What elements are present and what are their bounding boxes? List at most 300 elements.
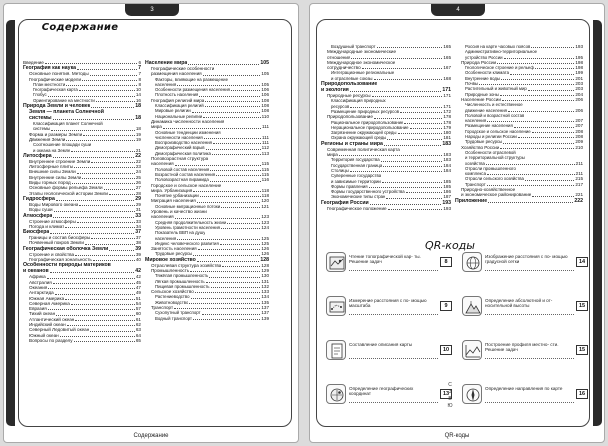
toc-dot-leader [525, 180, 574, 181]
toc-dot-leader [532, 132, 575, 133]
toc-dot-leader [209, 277, 260, 278]
toc-dot-leader [216, 175, 261, 176]
toc-dot-leader [213, 143, 261, 144]
toc-page-number: 134 [261, 294, 269, 300]
toc-entry-title: Половозрастная структура [151, 156, 209, 162]
toc-page-number: 29 [135, 195, 141, 202]
coordinates-icon [326, 384, 346, 404]
toc-page-number: 204 [575, 91, 583, 97]
toc-page-number: 125 [261, 240, 269, 246]
toc-entry-title: Суверенные государства [331, 173, 382, 179]
toc-dot-leader [370, 204, 442, 205]
toc-entry-title: Антарктида [29, 290, 54, 296]
toc-entry-title: ресурсов [331, 103, 350, 109]
toc-page-number: 120 [261, 198, 269, 204]
toc-page-number: 54 [135, 300, 141, 306]
toc-dot-leader [53, 217, 134, 218]
toc-page-number: 210 [575, 144, 583, 150]
toc-page-number: 7 [138, 65, 141, 72]
toc-entry-title: хозяйства [465, 160, 485, 166]
toc-entry-title: Территория государства [331, 157, 380, 163]
qr-dot-leader [485, 314, 574, 315]
toc-dot-leader [382, 182, 443, 183]
toc-entry-title: Движения Земли [29, 136, 66, 142]
toc-page-number: 18 [135, 115, 141, 122]
toc-entry-title: Экономические типы стран [331, 194, 386, 200]
toc-entry-title: Хозяйство России [461, 144, 500, 150]
toc-entry-title: Атмосфера [23, 212, 53, 219]
toc-entry-title: Индийский океан [29, 321, 66, 327]
toc-entry-title: Классификация религий [155, 103, 204, 109]
qr-item[interactable] [462, 296, 590, 318]
toc-entry-title: Воды Мирового океана [29, 201, 79, 207]
toc-entry-title: Границы и состав биосферы [29, 235, 91, 241]
toc-page-number: 165 [443, 54, 451, 60]
toc-page-number: 26 [135, 180, 141, 186]
toc-entry-title: Погода и климат [29, 223, 65, 229]
qr-item[interactable] [326, 252, 454, 274]
toc-page-number: 172 [443, 108, 451, 114]
right-page [309, 3, 605, 443]
toc-entry-title: Основные миграционные потоки [155, 203, 221, 209]
toc-page-number: 18 [135, 126, 141, 132]
toc-entry-title: Глобус [33, 92, 47, 98]
toc-entry-title: Внутреннее строение Земли [29, 158, 91, 164]
toc-entry-title: Сухопутный транспорт [155, 310, 201, 316]
toc-entry-title: Основные формы рельефа Земли [29, 185, 103, 191]
toc-entry-title: Географические модели [29, 76, 82, 82]
toc-entry-title: отношения [327, 54, 351, 60]
toc-page-number: 137 [261, 310, 269, 316]
toc-dot-leader [203, 117, 260, 118]
toc-entry-title: Введение [23, 60, 44, 65]
qr-item[interactable] [326, 296, 454, 318]
toc-entry-title: Почвенный покров Земли [29, 240, 84, 246]
toc-dot-leader [231, 90, 260, 91]
toc-page-number: 183 [443, 157, 451, 163]
toc-page-number: 171 [443, 93, 451, 99]
toc-dot-leader [487, 121, 574, 122]
toc-dot-leader [535, 68, 574, 69]
toc-entry-title: Численность и естественное [465, 102, 523, 108]
toc-entry-title: Земля — планета Солнечной [29, 109, 104, 116]
toc-entry-title: Показатель ВВП на душу [155, 230, 206, 236]
toc-entry-title: Особенности отраслевой [465, 149, 516, 155]
qr-item-label: Определение географических координат [349, 386, 414, 397]
toc-page-number: 208 [575, 128, 583, 134]
toc-entry-title: Животноводство [155, 299, 189, 305]
toc-entry-title: Половозрастная пирамида [155, 177, 209, 183]
toc-entry-title: Международное экономическое [327, 59, 396, 65]
toc-dot-leader [227, 223, 260, 224]
qr-item[interactable] [462, 252, 590, 274]
toc-entry-title: Регионы и страны мира [321, 140, 383, 147]
qr-dot-leader [485, 402, 574, 403]
toc-entry-title: Динамика численности населения [151, 118, 225, 124]
toc-entry-title: Строение атмосферы [29, 218, 76, 224]
toc-dot-leader [77, 173, 135, 174]
toc-entry-title: Тихий океан [29, 311, 56, 317]
toc-entry-title: Географическая карта [33, 87, 78, 93]
toc-dot-leader [381, 161, 443, 162]
profile-chart-icon [462, 340, 482, 360]
toc-dot-leader [374, 118, 442, 119]
toc-dot-leader [96, 101, 135, 102]
toc-entry-title: Евразия [29, 306, 47, 312]
toc-entry-title: Ориентирование на местности [33, 97, 95, 103]
toc-dot-leader [398, 133, 443, 134]
toc-entry-title: Виды горных пород [29, 180, 71, 186]
toc-entry-title: Воспроизводство населения [155, 140, 213, 146]
toc-entry-title: Этапы геологической истории Земли [29, 190, 108, 196]
toc-entry-title: Пищевая промышленность [155, 283, 210, 289]
toc-entry-title: Атлантический океан [29, 316, 75, 322]
toc-page-number: 199 [575, 70, 583, 76]
contents-title: Содержание [41, 22, 119, 33]
toc-page-number: 65 [135, 337, 141, 343]
toc-entry-title: Административно-территориальное [465, 49, 538, 55]
toc-dot-leader [77, 222, 135, 223]
toc-dot-leader [79, 205, 134, 206]
toc-page-number: 211 [575, 171, 583, 177]
toc-page-number: 178 [443, 119, 451, 125]
toc-dot-leader [82, 178, 134, 179]
compass-letter: Ю [447, 403, 453, 409]
toc-page-number: 135 [261, 299, 269, 305]
toc-dot-leader [85, 244, 135, 245]
toc-page-number: 211 [575, 160, 583, 166]
right-side-bar [593, 20, 602, 426]
toc-entry-title: Особенности климата [465, 70, 509, 76]
toc-page-number: 187 [443, 194, 451, 200]
toc-page-number: 131 [261, 278, 269, 284]
toc-page-number: 123 [261, 219, 269, 225]
toc-dot-leader [486, 164, 575, 165]
qr-item[interactable] [326, 384, 454, 406]
toc-page-number: 64 [135, 332, 141, 338]
toc-page-number: 38 [135, 240, 141, 246]
toc-dot-leader [74, 167, 135, 168]
toc-dot-leader [50, 233, 134, 234]
toc-dot-leader [51, 130, 135, 131]
toc-entry-title: Промышленность [151, 267, 190, 273]
toc-entry-title: Особенности природы материков [23, 262, 111, 269]
toc-entry-title: Транспорт [465, 181, 486, 187]
qr-compass-letters [446, 382, 454, 410]
toc-dot-leader [192, 112, 261, 113]
toc-dot-leader [362, 68, 443, 69]
toc-entry-title: Географическая оболочка Земли [23, 245, 109, 252]
toc-dot-leader [221, 207, 260, 208]
qr-item[interactable] [326, 340, 454, 362]
toc-entry-title: Почвы [465, 81, 478, 87]
toc-entry-title: Международные экономические [327, 49, 397, 55]
toc-dot-leader [65, 299, 135, 300]
toc-entry-title: Занятость населения [151, 246, 197, 252]
toc-dot-leader [93, 260, 135, 261]
toc-dot-leader [56, 315, 135, 316]
toc-page-number: 208 [575, 134, 583, 140]
toc-entry-title: и отраслевые союзы [331, 75, 373, 81]
toc-dot-leader [54, 211, 135, 212]
toc-dot-leader [72, 183, 135, 184]
toc-dot-leader [350, 171, 443, 172]
toc-page-number: 178 [443, 114, 451, 120]
qr-page-number: 8 [440, 257, 452, 267]
globe-grid-icon [462, 252, 482, 272]
toc-dot-leader [197, 202, 261, 203]
toc-entry-title: Природа России [461, 59, 497, 65]
toc-entry-title: Охрана окружающей среды [331, 135, 387, 141]
toc-dot-leader [199, 96, 260, 97]
toc-page-number: 37 [135, 229, 141, 236]
qr-dot-leader [485, 270, 574, 271]
toc-page-number: 139 [261, 315, 269, 321]
toc-entry [23, 338, 141, 343]
toc-entry-title: Внутренние воды [465, 75, 500, 81]
toc-page-number: 206 [575, 96, 583, 102]
toc-entry-title: Средняя продолжительность жизни [155, 219, 227, 225]
toc-entry-title: Миграция населения [151, 198, 196, 204]
left-content-frame [18, 19, 292, 427]
toc-page-number: 8 [138, 81, 141, 87]
toc-page-number: 21 [135, 147, 141, 153]
toc-page-number: 128 [261, 262, 269, 268]
toc-dot-leader [500, 95, 574, 96]
toc-entry-title: Водный транспорт [155, 315, 192, 321]
toc-dot-leader [55, 294, 135, 295]
toc-dot-leader [222, 266, 260, 267]
toc-dot-leader [50, 272, 135, 273]
qr-page-number: 10 [440, 345, 452, 355]
qr-item[interactable] [462, 384, 590, 406]
toc-dot-leader [71, 151, 134, 152]
qr-item-label: Определение абсолютной и от- носительной высоты [485, 298, 553, 309]
toc-entry-title: комплекса [465, 171, 486, 177]
toc-entry-title: Современная политическая карта [327, 146, 400, 152]
toc-dot-leader [56, 200, 134, 201]
toc-entry-title: движение населения [465, 107, 507, 113]
toc-dot-leader [504, 58, 575, 59]
toc-entry-title: План местности [33, 81, 66, 87]
toc-page-number: 132 [261, 283, 269, 289]
toc-dot-leader [386, 198, 442, 199]
toc-dot-leader [91, 107, 134, 108]
toc-dot-leader [74, 341, 135, 342]
toc-dot-leader [500, 148, 574, 149]
toc-page-number: 126 [261, 246, 269, 252]
toc-dot-leader [210, 181, 261, 182]
toc-entry-title: Рациональное природопользование [331, 119, 404, 125]
toc-page-number: 128 [260, 256, 269, 263]
toc-page-number: 8 [138, 76, 141, 82]
toc-page-number: 42 [135, 274, 141, 280]
toc-page-number: 45 [135, 279, 141, 285]
toc-entry-title: Геологическое строение и рельеф [465, 65, 534, 71]
toc-page-number: 112 [261, 145, 269, 151]
toc-entry-title: Океания [29, 284, 48, 290]
toc-dot-leader [532, 196, 574, 197]
toc-entry-title: Трудовые ресурсы [465, 139, 503, 145]
toc-dot-leader [66, 85, 137, 86]
toc-entry-title: Городское и сельское население [465, 128, 531, 134]
toc-entry-title: Северная Америка [29, 300, 70, 306]
toc-entry-title: системы [29, 115, 52, 122]
toc-page-number: 118 [261, 187, 269, 193]
toc-dot-leader [65, 227, 135, 228]
toc-dot-leader [206, 282, 261, 283]
toc-page-number: 165 [443, 44, 451, 49]
toc-page-number: 168 [443, 75, 451, 81]
toc-page-number: 51 [135, 295, 141, 301]
toc-entry-title: мира [327, 152, 338, 158]
toc-entry-title: Индекс человеческого развития [155, 240, 219, 246]
toc-dot-leader [53, 119, 135, 120]
toc-page-number: 185 [443, 178, 451, 184]
toc-dot-leader [374, 79, 443, 80]
toc-entry-title: География как наука [23, 65, 77, 72]
toc-page-number: 171 [442, 87, 451, 94]
toc-entry-title: и экономическое районирование [461, 192, 532, 198]
toc-dot-leader [189, 303, 260, 304]
toc-page-number: 130 [261, 273, 269, 279]
toc-entry-title: Природные ресурсы [327, 93, 371, 99]
toc-dot-leader [410, 128, 443, 129]
qr-item[interactable] [462, 340, 590, 362]
toc-entry-title: Растениеводство [155, 294, 190, 300]
toc-dot-leader [91, 238, 135, 239]
toc-entry-title: Формы правления [331, 183, 368, 189]
toc-entry-title: Загрязнение окружающей среды [331, 130, 397, 136]
toc-dot-leader [406, 192, 443, 193]
toc-dot-leader [372, 96, 443, 97]
toc-entry-title: Природопользование [321, 81, 378, 88]
toc-dot-leader [163, 128, 261, 129]
toc-dot-leader [488, 202, 573, 203]
toc-entry-title: Размещение населения [465, 123, 513, 129]
toc-entry-title: сотрудничество [327, 65, 361, 71]
left-page [3, 3, 299, 443]
toc-entry-title: населения [155, 81, 177, 87]
toc-page-number: 115 [261, 161, 269, 167]
toc-dot-leader [388, 209, 443, 210]
toc-page-number: 203 [575, 81, 583, 87]
toc-dot-leader [109, 250, 134, 251]
toc-dot-leader [175, 165, 261, 166]
toc-dot-leader [211, 287, 261, 288]
toc-dot-leader [67, 325, 135, 326]
toc-entry-title: Биосфера [23, 229, 50, 236]
toc-entry-title: устройство России [465, 54, 503, 60]
toc-entry-title: Народы и религии России [465, 134, 517, 140]
toc-dot-leader [90, 331, 135, 332]
mountain-icon [462, 296, 482, 316]
left-page-number: 3 [125, 4, 179, 16]
toc-page-number: 42 [135, 268, 141, 275]
qr-item-label: Измерение расстояния с по- мощью масштаба [349, 298, 427, 309]
toc-page-number: 33 [135, 212, 141, 219]
toc-entry-title: Население мира [145, 60, 188, 66]
qr-page-number: 13 [440, 389, 452, 399]
toc-entry-title: системы [33, 126, 51, 132]
compass-letter: В [448, 396, 452, 402]
toc-dot-leader [502, 100, 574, 101]
qr-title: QR-коды [425, 239, 475, 252]
toc-page-number: 29 [135, 201, 141, 207]
toc-page-number: 129 [261, 267, 269, 273]
toc-page-number: 47 [135, 284, 141, 290]
toc-dot-leader [518, 137, 574, 138]
toc-page-number: 115 [261, 171, 269, 177]
toc-entry-title: Особенности размещения населения [155, 87, 230, 93]
toc-dot-leader [91, 162, 135, 163]
toc-entry-title: Природные зоны [465, 91, 499, 97]
toc-page-number: 63 [135, 327, 141, 333]
qr-item-label: Изображение расстояния с по- мощью градусной сетки [485, 254, 568, 265]
toc-page-number: 179 [443, 124, 451, 130]
toc-page-number: 22 [135, 158, 141, 164]
toc-page-number: 10 [135, 87, 141, 93]
toc-page-number: 18 [135, 103, 141, 110]
toc-page-number: 193 [575, 44, 583, 49]
toc-entry-title: Понятие урбанизации [155, 193, 199, 199]
toc-entry-title: Северный Ледовитый океан [29, 327, 90, 333]
toc-entry-title: населения [151, 214, 174, 220]
toc-entry-title: Россия на карте часовых поясов [465, 44, 531, 49]
toc-dot-leader [190, 271, 260, 272]
toc-entry-title: Размещение природных ресурсов [331, 108, 400, 114]
toc-entry-title: Географическое положение [327, 205, 387, 211]
toc-page-number: 28 [135, 190, 141, 196]
toc-dot-leader [205, 101, 260, 102]
toc-dot-leader [193, 191, 260, 192]
toc-dot-leader [510, 74, 574, 75]
toc-page-number: 126 [261, 251, 269, 257]
toc-page-number: 217 [575, 181, 583, 187]
toc-entry-title: населения [465, 118, 487, 124]
left-toc-column-1 [23, 60, 141, 343]
toc-entry-title: Демографический взрыв [155, 145, 205, 151]
toc-page-number: 37 [135, 235, 141, 241]
toc-dot-leader [177, 85, 260, 86]
toc-page-number: 106 [261, 87, 269, 93]
toc-dot-leader [53, 283, 135, 284]
toc-entry-title: Факторы, влияющие на размещение [155, 76, 228, 82]
toc-entry-title: География России [321, 199, 369, 206]
toc-page-number: 60 [135, 311, 141, 317]
toc-page-number: 184 [443, 162, 451, 168]
qr-page-number: 15 [576, 345, 588, 355]
toc-dot-leader [377, 47, 443, 48]
toc-entry [145, 316, 269, 321]
toc-page-number: 111 [262, 134, 269, 140]
toc-dot-leader [220, 244, 261, 245]
toc-dot-leader [202, 314, 261, 315]
toc-dot-leader [212, 154, 261, 155]
toc-entry-title: Уровень и качество жизни [151, 209, 207, 215]
toc-page-number: 183 [442, 140, 451, 147]
toc-page-number: 183 [443, 152, 451, 158]
toc-dot-leader [175, 218, 261, 219]
toc-entry-title: и океана на Земле [33, 147, 71, 153]
toc-dot-leader [48, 309, 135, 310]
toc-page-number: 125 [261, 235, 269, 241]
toc-dot-leader [198, 249, 261, 250]
qr-dot-leader [349, 358, 438, 359]
toc-entry-title: Природа Земли и человек [23, 103, 91, 110]
toc-page-number: 118 [261, 193, 269, 199]
toc-dot-leader [339, 155, 442, 156]
